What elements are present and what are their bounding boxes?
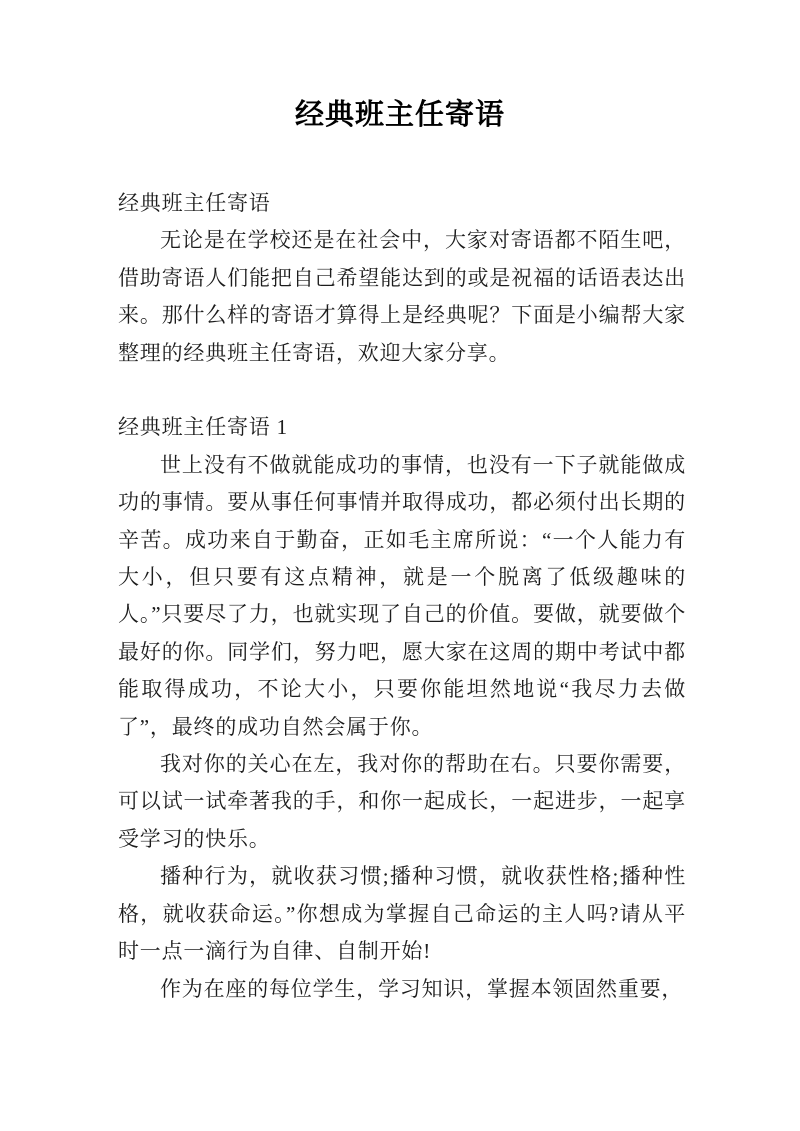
- section1-paragraph-1: 世上没有不做就能成功的事情，也没有一下子就能做成功的事情。要从事任何事情并取得成功，都必须付出长期的辛苦。成功来自于勤奋，正如毛主席所说：“一个人能力有大小，但只要有这点精神，就是一个脱离了低级趣味的人。”只要尽了力，也就实现了自己的价值。要做，就要做个最好的你。同学们，努力吧，愿大家在这周的期中考试中都能取得成功，不论大小，只要你能坦然地说“我尽力去做了”，最终的成功自然会属于你。: [118, 452, 686, 739]
- intro-heading: 经典班主任寄语: [118, 191, 271, 215]
- intro-paragraph: 无论是在学校还是在社会中，大家对寄语都不陌生吧，借助寄语人们能把自己希望能达到的或是祝福的话语表达出来。那什么样的寄语才算得上是经典呢？下面是小编帮大家整理的经典班主任寄语，欢迎大家分享。: [118, 228, 686, 365]
- blank-line-spacer: [118, 372, 686, 409]
- section1-paragraph-2: 我对你的关心在左，我对你的帮助在右。只要你需要，可以试一试牵著我的手，和你一起成长，一起进步，一起享受学习的快乐。: [118, 752, 686, 851]
- section1-heading: 经典班主任寄语 1: [118, 415, 288, 440]
- document-title: 经典班主任寄语: [294, 99, 505, 131]
- section1-paragraph-3: 播种行为，就收获习惯;播种习惯，就收获性格;播种性格，就收获命运。”你想成为掌握自己命运的主人吗?请从平时一点一滴行为自律、自制开始!: [118, 864, 686, 964]
- section1-paragraph-4: 作为在座的每位学生，学习知识，掌握本领固然重要，: [160, 976, 684, 1001]
- document-body: [118, 185, 686, 1008]
